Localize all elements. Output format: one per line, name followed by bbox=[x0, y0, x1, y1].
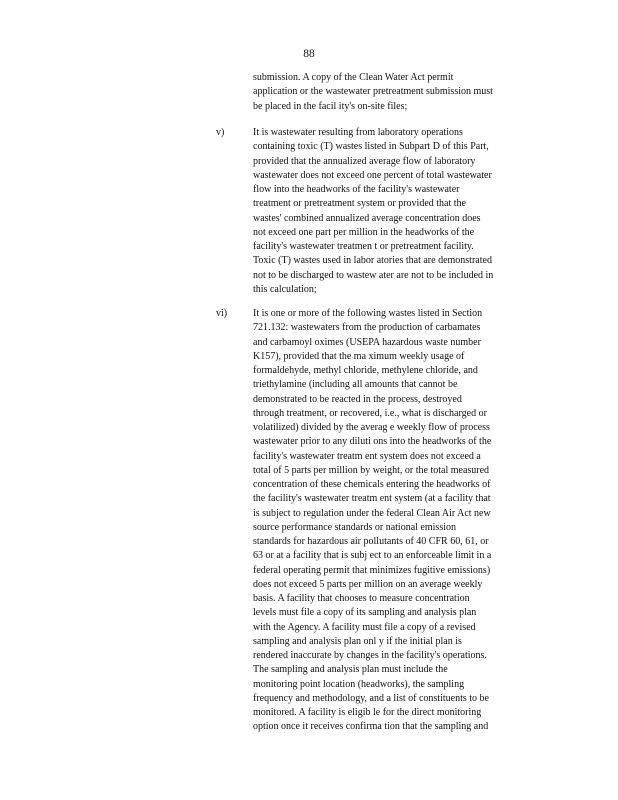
continuation-paragraph bbox=[253, 71, 539, 114]
text-line: rendered inaccurate by changes in the facility's operations. bbox=[253, 650, 487, 661]
text-line: volatilized) divided by the averag e weekly flow of process bbox=[253, 422, 490, 433]
text-line: option once it receives confirma tion that the sampling and bbox=[253, 721, 489, 733]
text-line: monitoring point location (headworks), the sampling bbox=[253, 678, 465, 690]
page-number: 88 bbox=[303, 48, 315, 60]
text-line: sampling and analysis plan onl y if the initial plan is bbox=[253, 635, 462, 647]
text-line: 721.132: wastewaters from the production of carbamates bbox=[253, 322, 481, 334]
text-line: is subject to regulation under the federal Clean Air Act new bbox=[253, 507, 491, 519]
text-line: submission. A copy of the Clean Water Act permit bbox=[253, 72, 454, 83]
text-line: levels must file a copy of its sampling and analysis plan bbox=[253, 607, 477, 619]
text-line: the facility's wastewater treatm ent system (at a facility that bbox=[253, 493, 491, 505]
text-line: facility's wastewater treatmen t or pretreatment facility. bbox=[253, 241, 474, 252]
text-line: It is one or more of the following wastes listed in Section bbox=[253, 308, 483, 319]
text-line: this calculation; bbox=[253, 283, 317, 295]
text-line: not exceed one part per million in the headworks of the bbox=[253, 226, 475, 238]
text-line: formaldehyde, methyl chloride, methylene chloride, and bbox=[253, 365, 478, 376]
text-line: with the Agency. A facility must file a copy of a revised bbox=[253, 621, 476, 633]
text-line: frequency and methodology, and a list of constituents to be bbox=[253, 692, 489, 704]
text-line: application or the wastewater pretreatment submission must bbox=[253, 86, 493, 98]
text-line: through treatment, or recovered, i.e., what is discharged or bbox=[253, 407, 487, 419]
list-marker-v: v) bbox=[216, 127, 225, 138]
list-item-vi bbox=[253, 307, 539, 735]
text-line: concentration of these chemicals entering the headworks of bbox=[253, 479, 491, 490]
text-line: source performance standards or national emission bbox=[253, 521, 456, 533]
text-line: The sampling and analysis plan must include the bbox=[253, 664, 448, 676]
text-line: not to be discharged to wastew ater are not to be included in bbox=[253, 269, 494, 281]
text-line: total of 5 parts per million by weight, or the total measured bbox=[253, 464, 490, 476]
text-line: triethylamine (including all amounts that cannot be bbox=[253, 379, 458, 391]
text-line: Toxic (T) wastes used in labor atories that are demonstrated bbox=[253, 255, 492, 267]
text-line: and carbamoyl oximes (USEPA hazardous waste number bbox=[253, 336, 481, 348]
text-line: treatment or pretreatment system or provided that the bbox=[253, 198, 466, 210]
text-line: does not exceed 5 parts per million on an average weekly bbox=[253, 578, 483, 590]
text-line: It is wastewater resulting from laboratory operations bbox=[253, 127, 463, 138]
text-line: monitored. A facility is eligib le for the direct monitoring bbox=[253, 707, 482, 718]
text-line: facility's wastewater treatm ent system does not exceed a bbox=[253, 450, 481, 462]
text-line: 63 or at a facility that is subj ect to an enforceable limit in a bbox=[253, 550, 492, 562]
text-line: containing toxic (T) wastes listed in Subpart D of this Part, bbox=[253, 141, 489, 153]
list-item-v bbox=[253, 126, 539, 297]
text-line: K157), provided that the ma ximum weekly usage of bbox=[253, 350, 465, 362]
text-line: be placed in the facil ity's on-site files; bbox=[253, 100, 408, 112]
text-line: provided that the annualized average flow of laboratory bbox=[253, 155, 476, 167]
text-line: wastewater does not exceed one percent of total wastewater bbox=[253, 169, 492, 181]
text-line: federal operating permit that minimizes fugitive emissions) bbox=[253, 564, 491, 576]
text-line: basis. A facility that chooses to measure concentration bbox=[253, 593, 470, 604]
text-line: flow into the headworks of the facility's wastewater bbox=[253, 184, 460, 195]
text-line: standards for hazardous air pollutants of 40 CFR 60, 61, or bbox=[253, 536, 489, 547]
text-line: wastewater prior to any diluti ons into the headworks of the bbox=[253, 436, 492, 448]
text-line: wastes' combined annualized average concentration does bbox=[253, 212, 481, 224]
text-line: demonstrated to be reacted in the process, destroyed bbox=[253, 393, 462, 405]
list-marker-vi: vi) bbox=[216, 308, 228, 319]
